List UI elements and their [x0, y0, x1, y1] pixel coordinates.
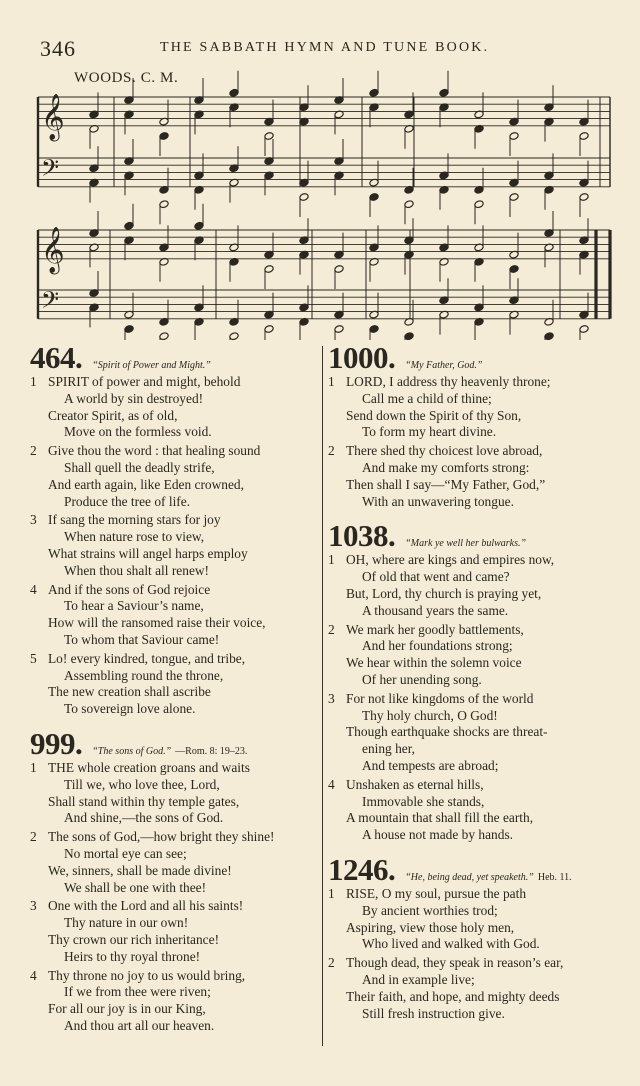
verse-line: [328, 777, 628, 794]
verse-line: [30, 512, 318, 529]
stanza: [328, 622, 628, 689]
hymn-999: [30, 726, 318, 1035]
verse-line: [30, 880, 318, 897]
verse-text: For not like kingdoms of the world: [346, 690, 534, 706]
stanza-number: 2: [328, 955, 335, 971]
hymn-heading: [328, 518, 628, 552]
stanza-number: 3: [30, 898, 37, 914]
verse-text: Send down the Spirit of thy Son,: [346, 407, 522, 423]
verse-line: [328, 827, 628, 844]
stanza: [328, 955, 628, 1022]
verse-line: [328, 989, 628, 1006]
verse-line: [30, 408, 318, 425]
hymn-1246: [328, 852, 628, 1022]
verse-text: Call me a child of thine;: [362, 390, 492, 406]
stanza: [328, 691, 628, 775]
verse-line: [30, 546, 318, 563]
stanza: [328, 443, 628, 510]
verse-line: [30, 374, 318, 391]
verse-text: LORD, I address thy heavenly throne;: [346, 374, 551, 389]
verse-text: To hear a Saviour’s name,: [64, 598, 204, 614]
stanza-number: 3: [30, 512, 37, 528]
verse-line: [30, 651, 318, 668]
verse-line: [30, 391, 318, 408]
verse-line: [30, 598, 318, 615]
hymn-1000: [328, 340, 628, 510]
hymn-title: “He, being dead, yet speaketh.”: [405, 871, 534, 883]
verse-line: [30, 777, 318, 794]
running-title: THE SABBATH HYMN AND TUNE BOOK.: [160, 40, 490, 55]
verse-text: There shed thy choicest love abroad,: [346, 443, 543, 459]
stanza: [30, 443, 318, 510]
verse-line: [328, 741, 628, 758]
verse-line: [328, 758, 628, 775]
verse-line: [30, 563, 318, 580]
verse-text: A world by sin destroyed!: [64, 390, 204, 406]
verse-text: And tempests are abroad;: [362, 757, 499, 773]
stanza-number: 2: [30, 443, 37, 459]
verse-text: Produce the tree of life.: [64, 493, 191, 509]
stanza-number: 2: [30, 829, 37, 845]
verse-text: When thou shalt all renew!: [64, 562, 210, 578]
verse-line: [328, 920, 628, 937]
verse-line: [328, 655, 628, 672]
verse-text: And if the sons of God rejoice: [48, 581, 211, 597]
verse-text: Though dead, they speak in reason’s ear,: [346, 955, 564, 971]
stanza-number: 1: [30, 374, 37, 389]
verse-text: Their faith, and hope, and mighty deeds: [346, 988, 560, 1004]
verse-text: And thou art all our heaven.: [64, 1017, 215, 1033]
verse-text: ening her,: [362, 741, 416, 757]
stanza: [30, 582, 318, 649]
verse-line: [328, 810, 628, 827]
stanza-number: 1: [328, 374, 335, 389]
verse-text: And in example live;: [362, 971, 475, 987]
page-number: 346: [40, 36, 76, 61]
verse-text: Lo! every kindred, tongue, and tribe,: [48, 650, 246, 666]
verse-text: By ancient worthies trod;: [362, 902, 498, 918]
verse-line: [30, 932, 318, 949]
verse-text: Thy crown our rich inheritance!: [48, 931, 220, 947]
verse-line: [30, 477, 318, 494]
verse-line: [328, 622, 628, 639]
verse-text: Thy throne no joy to us would bring,: [48, 967, 246, 983]
verse-line: [30, 529, 318, 546]
scripture-reference: Heb. 11.: [537, 871, 572, 883]
verse-text: OH, where are kings and empires now,: [346, 552, 555, 568]
verse-text: Thy nature in our own!: [64, 915, 189, 931]
verse-line: [328, 638, 628, 655]
verse-line: [328, 391, 628, 408]
verse-line: [328, 477, 628, 494]
verse-text: Move on the formless void.: [64, 424, 212, 440]
verse-text: If we from thee were riven;: [64, 984, 211, 1000]
verse-line: [328, 794, 628, 811]
verse-line: [30, 968, 318, 985]
verse-text: And shine,—the sons of God.: [64, 810, 224, 826]
verse-line: [30, 701, 318, 718]
verse-line: [30, 494, 318, 511]
verse-text: RISE, O my soul, pursue the path: [346, 885, 527, 901]
left-column: [30, 340, 318, 1043]
stanza: [30, 760, 318, 827]
verse-text: But, Lord, thy church is praying yet,: [346, 585, 542, 601]
verse-line: [328, 708, 628, 725]
hymn-number: 999.: [30, 725, 83, 761]
hymn-title: “Spirit of Power and Might.”: [92, 360, 211, 371]
verse-text: The sons of God,—how bright they shine!: [48, 829, 275, 845]
stanza-number: 4: [30, 967, 37, 983]
verse-text: And earth again, like Eden crowned,: [48, 476, 244, 492]
verse-text: Still fresh instruction give.: [362, 1005, 505, 1021]
hymn-title: “The sons of God.”: [92, 745, 172, 757]
hymn-number: 1038.: [328, 518, 396, 554]
verse-text: To whom that Saviour came!: [64, 631, 220, 647]
verse-text: Till we, who love thee, Lord,: [64, 776, 220, 792]
verse-line: [30, 984, 318, 1001]
verse-text: A house not made by hands.: [362, 827, 513, 843]
verse-line: [328, 586, 628, 603]
stanza: [328, 777, 628, 844]
verse-text: With an unwavering tongue.: [362, 493, 514, 509]
verse-line: [30, 668, 318, 685]
treble-clef-icon: 𝄞: [41, 94, 65, 140]
verse-text: Assembling round the throne,: [64, 667, 224, 683]
verse-text: THE whole creation groans and waits: [48, 759, 250, 775]
verse-line: [328, 691, 628, 708]
scripture-reference: —Rom. 8: 19–23.: [175, 745, 248, 757]
verse-text: Then shall I say—“My Father, God,”: [346, 476, 546, 492]
verse-text: Give thou the word : that healing sound: [48, 443, 261, 459]
bass-clef-icon: 𝄢: [41, 154, 60, 187]
hymn-number: 1000.: [328, 340, 396, 375]
verse-text: Immovable she stands,: [362, 793, 485, 809]
hymn-heading: [30, 726, 318, 760]
verse-text: And her foundations strong;: [362, 638, 513, 654]
verse-text: For all our joy is in our King,: [48, 1001, 206, 1017]
verse-text: We hear within the solemn voice: [346, 655, 522, 671]
tune-meter: C. M.: [140, 70, 179, 86]
stanza-number: 5: [30, 650, 37, 666]
verse-line: [328, 374, 628, 391]
verse-line: [30, 1018, 318, 1035]
verse-text: SPIRIT of power and might, behold: [48, 374, 241, 389]
verse-text: Though earthquake shocks are threat-: [346, 724, 548, 740]
verse-line: [328, 886, 628, 903]
verse-line: [328, 443, 628, 460]
verse-line: [30, 615, 318, 632]
tune-name: WOODS.: [74, 70, 137, 86]
hymn-1038: [328, 518, 628, 844]
verse-text: We mark her goodly battlements,: [346, 621, 524, 637]
verse-line: [328, 955, 628, 972]
stanza: [30, 898, 318, 965]
hymn-heading: [30, 340, 318, 374]
verse-line: [328, 424, 628, 441]
verse-line: [30, 898, 318, 915]
stanza-number: 2: [328, 443, 335, 459]
verse-text: Who lived and walked with God.: [362, 936, 540, 952]
stanza: [328, 886, 628, 953]
verse-text: Creator Spirit, as of old,: [48, 407, 178, 423]
music-score: [0, 0, 640, 340]
verse-line: [30, 1001, 318, 1018]
verse-line: [30, 582, 318, 599]
verse-text: What strains will angel harps employ: [48, 545, 248, 561]
column-divider: [322, 346, 323, 1046]
stanza: [30, 651, 318, 718]
verse-line: [328, 569, 628, 586]
verse-text: Unshaken as eternal hills,: [346, 776, 484, 792]
stanza-number: 1: [30, 759, 37, 775]
verse-line: [328, 460, 628, 477]
verse-text: To form my heart divine.: [362, 424, 497, 440]
verse-text: No mortal eye can see;: [64, 845, 187, 861]
bass-clef-icon: 𝄢: [41, 286, 60, 319]
treble-clef-icon: 𝄞: [41, 227, 65, 273]
hymn-heading: [328, 340, 628, 374]
stanza: [328, 374, 628, 441]
verse-line: [30, 949, 318, 966]
hymn-number: 1246.: [328, 851, 396, 887]
verse-text: We shall be one with thee!: [64, 879, 207, 895]
verse-line: [328, 494, 628, 511]
stanza: [30, 829, 318, 896]
verse-text: We, sinners, shall be made divine!: [48, 862, 232, 878]
verse-line: [30, 846, 318, 863]
stanza-number: 2: [328, 621, 335, 637]
verse-line: [328, 903, 628, 920]
verse-line: [30, 829, 318, 846]
verse-text: A thousand years the same.: [362, 602, 509, 618]
stanza: [30, 968, 318, 1035]
stanza-number: 1: [328, 552, 335, 568]
verse-text: Of old that went and came?: [362, 569, 510, 585]
verse-text: To sovereign love alone.: [64, 701, 196, 717]
verse-line: [30, 443, 318, 460]
verse-line: [30, 794, 318, 811]
verse-line: [328, 408, 628, 425]
verse-text: If sang the morning stars for joy: [48, 512, 221, 528]
verse-line: [30, 632, 318, 649]
verse-text: Heirs to thy royal throne!: [64, 948, 201, 964]
verse-text: How will the ransomed raise their voice,: [48, 615, 266, 631]
verse-text: The new creation shall ascribe: [48, 684, 211, 700]
stanza-number: 4: [328, 776, 335, 792]
hymn-title: “My Father, God.”: [405, 360, 483, 371]
verse-line: [30, 915, 318, 932]
right-column: [328, 340, 628, 1030]
hymn-heading: [328, 852, 628, 886]
stanza-number: 1: [328, 885, 335, 901]
verse-line: [328, 1006, 628, 1023]
hymn-464: [30, 340, 318, 718]
verse-text: Aspiring, view those holy men,: [346, 919, 515, 935]
stanza: [30, 512, 318, 579]
verse-line: [30, 760, 318, 777]
verse-line: [328, 552, 628, 569]
verse-line: [30, 424, 318, 441]
verse-text: Shall stand within thy temple gates,: [48, 793, 240, 809]
verse-line: [30, 863, 318, 880]
verse-text: Of her unending song.: [362, 671, 482, 687]
verse-text: Thy holy church, O God!: [362, 707, 498, 723]
verse-line: [30, 460, 318, 477]
verse-text: Shall quell the deadly strife,: [64, 459, 215, 475]
verse-line: [328, 603, 628, 620]
verse-text: And make my comforts strong:: [362, 459, 530, 475]
verse-text: When nature rose to view,: [64, 529, 205, 545]
stanza: [328, 552, 628, 619]
hymn-number: 464.: [30, 340, 83, 375]
verse-line: [328, 972, 628, 989]
verse-line: [30, 684, 318, 701]
verse-line: [328, 672, 628, 689]
verse-text: One with the Lord and all his saints!: [48, 898, 244, 914]
stanza: [30, 374, 318, 441]
verse-text: A mountain that shall fill the earth,: [346, 810, 534, 826]
verse-line: [30, 810, 318, 827]
stanza-number: 4: [30, 581, 37, 597]
hymn-title: “Mark ye well her bulwarks.”: [405, 538, 527, 550]
verse-line: [328, 724, 628, 741]
verse-line: [328, 936, 628, 953]
stanza-number: 3: [328, 690, 335, 706]
